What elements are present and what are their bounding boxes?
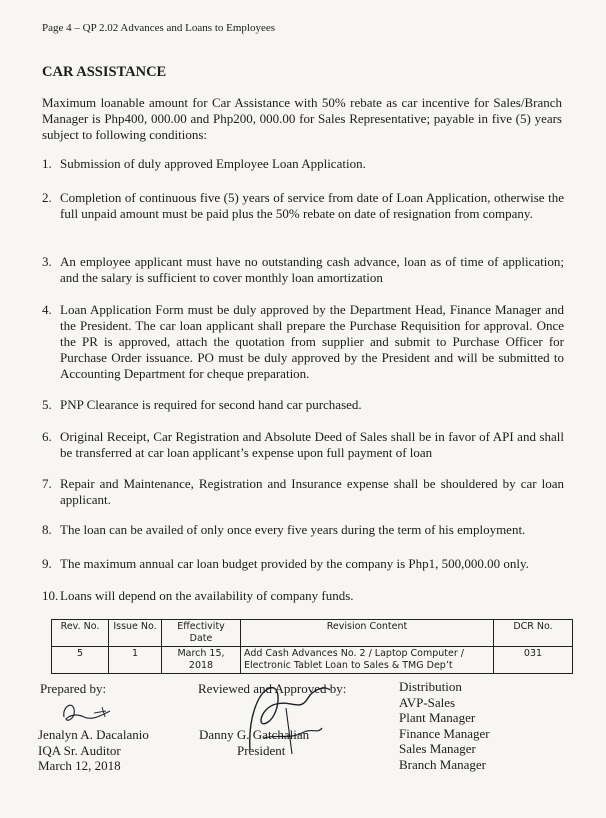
item-text: PNP Clearance is required for second hand car purchased. xyxy=(60,397,362,412)
item-text: The maximum annual car loan budget provided by the company is Php1, 500,000.00 only. xyxy=(60,556,529,571)
item-number: 10. xyxy=(42,588,59,603)
item-text: Loan Application Form must be duly approved by the Department Head, Finance Manager and the President. The car loan applicant shall prepare the Purchase Requisition for approval. Once the PR is approved, attach the quotation from supplier and submit to Purchase Officer for Purchase Order issuance. PO must be duly approved by the President and will be submitted to Accounting Department for cheque preparation. xyxy=(60,302,564,381)
prepared-signature xyxy=(58,697,128,729)
cell-rev-no: 5 xyxy=(52,647,109,674)
header-dcr-no: DCR No. xyxy=(494,620,573,647)
table-row xyxy=(52,647,573,674)
list-item xyxy=(42,522,564,538)
distribution-item: Plant Manager xyxy=(399,710,476,725)
list-item xyxy=(42,476,564,508)
header-issue-no: Issue No. xyxy=(109,620,162,647)
item-number: 7. xyxy=(42,476,52,491)
list-item xyxy=(42,254,564,286)
header-rev-no: Rev. No. xyxy=(52,620,109,647)
item-text: Completion of continuous five (5) years of service from date of Loan Application, otherwise the full unpaid amount must be paid plus the 50% rebate on date of resignation from company. xyxy=(60,190,564,221)
item-number: 1. xyxy=(42,156,52,171)
reviewed-title: President xyxy=(237,742,286,758)
reviewed-block xyxy=(199,727,309,758)
reviewed-name: Danny G. Gatchalian xyxy=(199,727,310,742)
list-item xyxy=(42,190,564,222)
item-number: 6. xyxy=(42,429,52,444)
item-text: Repair and Maintenance, Registration and Insurance expense shall be shouldered by car loan applicant. xyxy=(60,476,564,507)
cell-effectivity-date: March 15, 2018 xyxy=(162,647,241,674)
item-number: 4. xyxy=(42,302,52,317)
item-number: 5. xyxy=(42,397,52,412)
distribution-block xyxy=(399,679,490,772)
prepared-title: IQA Sr. Auditor xyxy=(38,742,121,758)
distribution-item: AVP-Sales xyxy=(399,694,456,710)
reviewed-by-label: Reviewed and Approved by: xyxy=(198,681,347,696)
item-text: Submission of duly approved Employee Loan Application. xyxy=(60,156,366,171)
item-number: 2. xyxy=(42,190,52,205)
prepared-block xyxy=(38,727,149,774)
distribution-label: Distribution xyxy=(399,679,462,694)
cell-revision-content: Add Cash Advances No. 2 / Laptop Computer / Electronic Tablet Loan to Sales & TMG Dep’t xyxy=(241,647,494,674)
item-text: An employee applicant must have no outstanding cash advance, loan as of time of application; and the salary is sufficient to cover monthly loan amortization xyxy=(60,254,564,285)
item-number: 9. xyxy=(42,556,52,571)
page-header: Page 4 – QP 2.02 Advances and Loans to Employees xyxy=(42,22,275,34)
intro-paragraph: Maximum loanable amount for Car Assistance with 50% rebate as car incentive for Sales/Branch Manager is Php400, 000.00 and Php200, 000.00 for Sales Representative; payable in five (5) years subject to following conditions: xyxy=(42,95,562,142)
cell-dcr-no: 031 xyxy=(494,647,573,674)
table-header-row xyxy=(52,620,573,647)
distribution-item: Finance Manager xyxy=(399,725,490,741)
item-text: Loans will depend on the availability of company funds. xyxy=(60,588,354,603)
item-number: 3. xyxy=(42,254,52,269)
section-title: CAR ASSISTANCE xyxy=(42,64,167,80)
item-text: The loan can be availed of only once every five years during the term of his employment. xyxy=(60,522,526,537)
list-item xyxy=(42,429,564,461)
item-number: 8. xyxy=(42,522,52,537)
prepared-by-label: Prepared by: xyxy=(40,681,107,696)
header-revision-content: Revision Content xyxy=(241,620,494,647)
distribution-item: Branch Manager xyxy=(399,756,486,772)
item-text: Original Receipt, Car Registration and Absolute Deed of Sales shall be in favor of API and shall be transferred at car loan applicant’s expense upon full payment of loan xyxy=(60,429,564,460)
list-item xyxy=(42,588,564,604)
header-effectivity-date: Effectivity Date xyxy=(162,620,241,647)
prepared-name: Jenalyn A. Dacalanio xyxy=(38,727,149,742)
list-item xyxy=(42,556,564,572)
list-item xyxy=(42,397,564,413)
prepared-date: March 12, 2018 xyxy=(38,758,121,773)
distribution-item: Sales Manager xyxy=(399,741,476,756)
list-item xyxy=(42,156,564,172)
revision-table xyxy=(51,619,573,674)
list-item xyxy=(42,302,564,382)
cell-issue-no: 1 xyxy=(109,647,162,674)
